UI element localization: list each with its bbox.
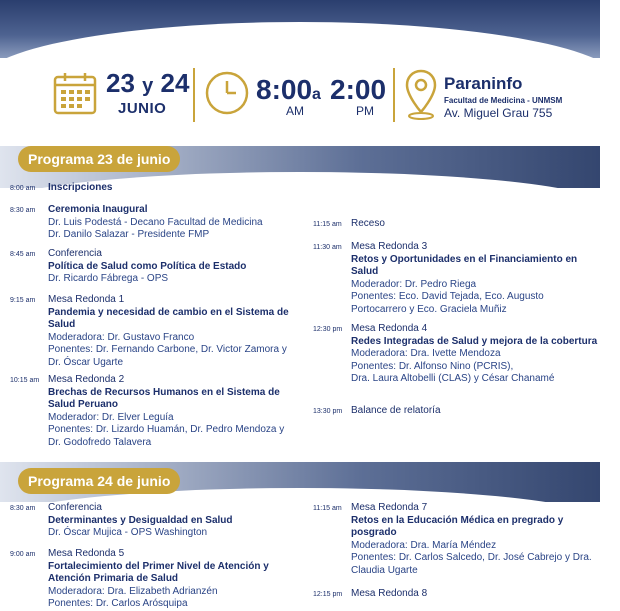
time-start-ampm: AM: [286, 104, 304, 118]
event-detail: Dr. Luis Podestá - Decano Facultad de Medicina: [48, 216, 263, 228]
event-title: Pandemia y necesidad de cambio en el Sistema de Salud: [48, 306, 289, 330]
divider: [393, 68, 395, 122]
event-title: Retos en la Educación Médica en pregrado y posgrado: [351, 514, 564, 538]
event-time: 9:15 am: [10, 297, 36, 304]
event-label: Mesa Redonda 7: [351, 502, 428, 513]
day1-title: Programa 23 de junio: [18, 146, 180, 172]
event-detail: Moderador: Dr. Pedro Riega: [351, 278, 477, 290]
event-time: 11:15 am: [313, 221, 342, 228]
time-join: a: [312, 86, 321, 103]
event-detail: Ponentes: Dr. Carlos Salcedo, Dr. José Cabrejo y Dra. Claudia Ugarte: [351, 552, 592, 576]
event-time: 12:15 pm: [313, 591, 343, 598]
event-detail: Dr. Danilo Salazar - Presidente FMP: [48, 229, 210, 240]
event-time: 8:45 am: [10, 251, 36, 258]
event-time: 10:15 am: [10, 377, 40, 384]
venue-address: Av. Miguel Grau 755: [444, 106, 553, 120]
event-time: 13:30 pm: [313, 408, 343, 415]
event-label: Conferencia: [48, 248, 102, 259]
event-title: Determinantes y Desigualdad en Salud: [48, 514, 233, 526]
event-dates: 23 y 24: [106, 68, 190, 98]
event-detail: Ponentes: Dr. Fernando Carbone, Dr. Victor Zamora y Dr. Óscar Ugarte: [48, 344, 287, 368]
day2-title: Programa 24 de junio: [18, 468, 180, 494]
calendar-icon: [52, 70, 98, 116]
event-month: JUNIO: [118, 100, 167, 117]
event-title: Retos y Oportunidades en el Financiamiento en Salud: [351, 253, 578, 277]
event-detail: Moderadora: Dra. Elizabeth Adrianzén: [48, 585, 218, 597]
divider: [193, 68, 195, 122]
event-label: Mesa Redonda 1: [48, 294, 125, 305]
event-detail: Moderadora: Dr. Gustavo Franco: [48, 331, 195, 343]
clock-icon: [204, 70, 250, 116]
event-detail: Dr. Ricardo Fábrega - OPS: [48, 273, 169, 284]
event-detail: Moderador: Dr. Elver Leguía: [48, 411, 174, 423]
event-label: Balance de relatoría: [351, 405, 441, 416]
event-title: Redes Integradas de Salud y mejora de la cobertura: [351, 335, 598, 347]
event-detail: Ponentes: Dr. Lizardo Huamán, Dr. Pedro Mendoza y Dr. Godofredo Talavera: [48, 424, 285, 448]
event-time: 12:30 pm: [313, 326, 343, 333]
header-photo: [0, 0, 600, 58]
time-start: 8:00: [256, 74, 313, 105]
event-label: Mesa Redonda 3: [351, 241, 428, 252]
time-end-ampm: PM: [356, 104, 374, 118]
venue-name: Paraninfo: [444, 74, 523, 93]
venue-faculty: Facultad de Medicina - UNMSM: [444, 96, 563, 105]
event-time: 8:30 am: [10, 505, 36, 512]
event-label: Mesa Redonda 5: [48, 548, 125, 559]
event-title: Ceremonia Inaugural: [48, 204, 148, 215]
event-detail: Ponentes: Dr. Alfonso Nino (PCRIS),: [351, 360, 514, 372]
event-label: Mesa Redonda 2: [48, 374, 125, 385]
event-detail: Moderadora: Dra. María Méndez: [351, 539, 497, 551]
event-detail: Dr. Óscar Mujica - OPS Washington: [48, 527, 208, 538]
event-detail: Moderadora: Dra. Ivette Mendoza: [351, 348, 501, 359]
time-end: 2:00: [330, 74, 387, 105]
event-label: Mesa Redonda 4: [351, 323, 428, 334]
event-label: Mesa Redonda 8: [351, 588, 428, 599]
event-title: Brechas de Recursos Humanos en el Sistema de Salud Peruano: [48, 386, 280, 410]
event-title: Inscripciones: [48, 182, 113, 193]
event-time: 8:00 am: [10, 185, 36, 192]
event-time: 11:30 am: [313, 244, 342, 251]
event-detail: Ponentes: Eco. David Tejada, Eco. Augusto Portocarrero y Eco. Graciela Muñiz: [351, 291, 544, 315]
event-title: Política de Salud como Política de Estado: [48, 260, 247, 272]
event-detail: Ponentes: Dr. Carlos Arósquipa: [48, 598, 188, 609]
event-label: Receso: [351, 218, 385, 229]
location-pin-icon: [404, 68, 438, 120]
event-time: 9:00 am: [10, 551, 36, 558]
event-time: 8:30 am: [10, 207, 36, 214]
event-title: Fortalecimiento del Primer Nivel de Atención y Atención Primaria de Salud: [48, 560, 269, 584]
event-time: 11:15 am: [313, 505, 342, 512]
event-label: Conferencia: [48, 502, 102, 513]
event-detail: Dra. Laura Altobelli (CLAS) y César Chanamé: [351, 373, 555, 384]
